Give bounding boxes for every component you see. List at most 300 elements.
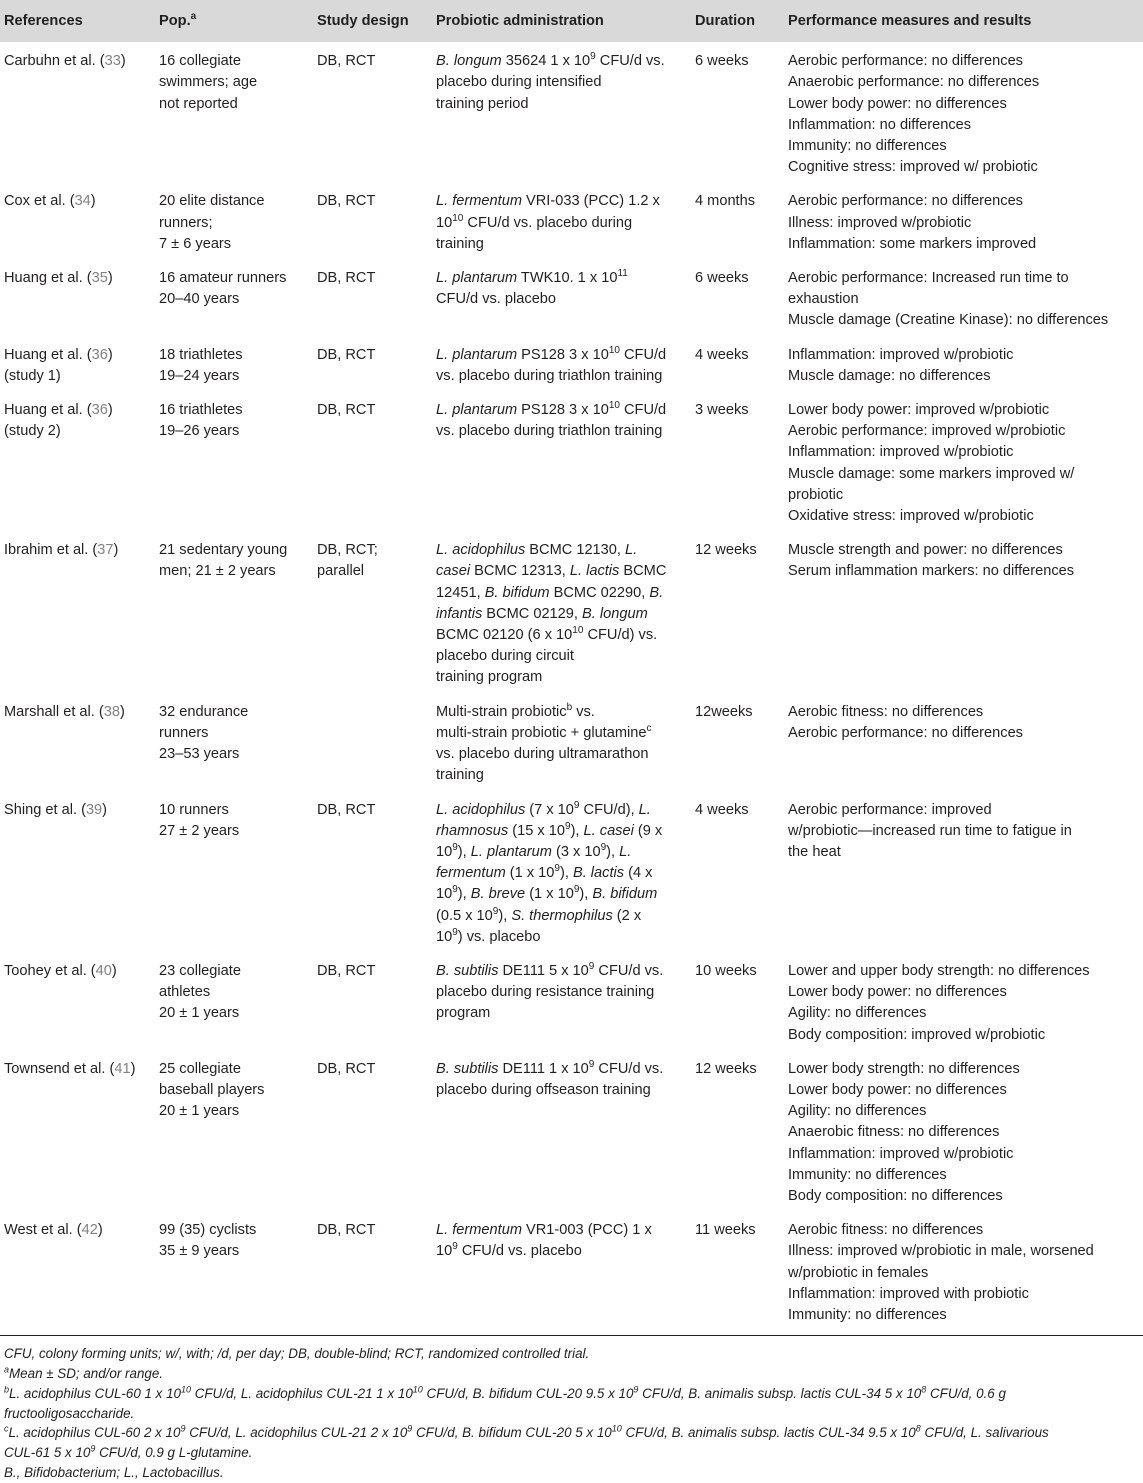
administration-line [436, 744, 687, 765]
species-name: L. [625, 542, 638, 559]
species-name: L. plantarum [436, 270, 518, 287]
superscript: 9 [600, 842, 607, 854]
result-line: w/probiotic in females [788, 1264, 929, 1281]
footnote-text: CFU/d, B. animalis subsp. lactis CUL-34 9.5 x 10 [621, 1425, 916, 1441]
footnote-text: L. acidophilus CUL-60 1 x 10 [9, 1385, 181, 1401]
table-row [0, 1050, 1143, 1211]
result-line: Serum inflammation markers: no differences [788, 563, 1075, 580]
table-row [0, 791, 1143, 952]
administration-line [436, 821, 687, 842]
cell-duration: 12 weeks [695, 1060, 757, 1077]
cell-population [155, 42, 313, 182]
administration-line [436, 289, 687, 310]
administration-line [436, 1220, 687, 1241]
author-label: Huang et al. ( [4, 402, 92, 419]
result-line: Muscle damage: no differences [788, 367, 991, 384]
result-line: Lower body power: no differences [788, 95, 1007, 112]
cell-performance-results [784, 531, 1143, 692]
footnote-superscript: 9 [180, 1423, 186, 1434]
cell-duration: 12 weeks [695, 542, 757, 559]
population-line: runners [159, 724, 209, 741]
result-line: Muscle damage (Creatine Kinase): no differences [788, 312, 1109, 329]
result-line: Anaerobic performance: no differences [788, 74, 1040, 91]
text-segment: training program [436, 669, 543, 686]
species-name: fermentum [436, 865, 506, 882]
administration-line [436, 646, 687, 667]
result-line: the heat [788, 843, 841, 860]
superscript: 9 [452, 884, 458, 896]
author-label: Huang et al. ( [4, 270, 92, 287]
species-name: L. plantarum [470, 843, 552, 860]
text-segment: vs. placebo during ultramarathon [436, 746, 649, 763]
footnote-superscript: c [4, 1423, 9, 1434]
population-line: 21 sedentary young [159, 542, 288, 559]
result-line: Agility: no differences [788, 1103, 927, 1120]
reference-close: ) [120, 703, 125, 720]
text-segment: TWK10. 1 x 10 [517, 270, 618, 287]
cell-duration: 6 weeks [695, 270, 749, 287]
text-segment: ), [457, 886, 471, 903]
text-segment: 10 [436, 928, 453, 945]
result-line: Immunity: no differences [788, 1166, 947, 1183]
text-segment: BCMC 02120 (6 x 10 [436, 627, 573, 644]
administration-line [436, 234, 687, 255]
author-label: West et al. ( [4, 1222, 82, 1239]
text-segment: placebo during offseason training [436, 1081, 651, 1098]
footnote-text: CFU/d, L. acidophilus CUL-21 1 x 10 [190, 1385, 413, 1401]
header-population-label: Pop. [159, 13, 191, 29]
result-line: Aerobic performance: improved w/probiotic [788, 423, 1066, 440]
population-line: 27 ± 2 years [159, 822, 240, 839]
text-segment: BCMC 02290, [549, 584, 650, 601]
reference-number: 37 [97, 542, 114, 559]
administration-line [436, 421, 687, 442]
population-line: 19–26 years [159, 423, 240, 440]
design-line: DB, RCT [317, 1222, 376, 1239]
footnote-text: B., Bifidobacterium; L., Lactobacillus. [4, 1464, 224, 1480]
table-row [0, 693, 1143, 791]
footnote-superscript: 8 [921, 1384, 927, 1395]
footnote-superscript: b [4, 1384, 10, 1395]
species-name: S. thermophilus [511, 907, 613, 924]
species-name: L. acidophilus [436, 801, 526, 818]
text-segment: CFU/d) vs. [583, 627, 658, 644]
design-line: DB, RCT [317, 402, 376, 419]
footnote-line [4, 1344, 1139, 1364]
result-line: Immunity: no differences [788, 138, 947, 155]
result-line: Oxidative stress: improved w/probiotic [788, 508, 1034, 525]
result-line: Inflammation: improved with probiotic [788, 1285, 1029, 1302]
text-segment: CFU/d vs. [594, 1060, 664, 1077]
design-line: DB, RCT; [317, 542, 378, 559]
cell-duration: 4 weeks [695, 346, 749, 363]
text-segment: training [436, 767, 484, 784]
text-segment: ), [457, 843, 471, 860]
text-segment: multi-strain probiotic + glutamine [436, 724, 647, 741]
text-segment: (2 x [612, 907, 642, 924]
result-line: Agility: no differences [788, 1005, 927, 1022]
cell-population [155, 259, 313, 336]
reference-close: ) [107, 270, 113, 287]
administration-line [436, 561, 687, 582]
text-segment: CFU/d), [579, 801, 639, 818]
species-name: B. subtilis [436, 962, 499, 979]
text-segment: ), [606, 843, 620, 860]
superscript: 9 [573, 799, 580, 811]
design-line: DB, RCT [317, 53, 376, 70]
superscript: 9 [452, 1241, 458, 1253]
cell-reference [0, 952, 155, 1050]
cell-population [155, 391, 313, 531]
species-name: L. lactis [569, 563, 620, 580]
population-line: 99 (35) cyclists [159, 1222, 257, 1239]
cell-performance-results [784, 693, 1143, 791]
cell-population [155, 182, 313, 259]
text-segment: CFU/d vs. [594, 962, 664, 979]
superscript: 9 [554, 863, 560, 875]
reference-number: 36 [91, 402, 108, 419]
result-line: Body composition: no differences [788, 1187, 1003, 1204]
text-segment: ), [570, 822, 584, 839]
text-segment: training period [436, 95, 529, 112]
administration-line [436, 723, 687, 744]
result-line: Aerobic fitness: no differences [788, 1222, 984, 1239]
administration-line [436, 604, 687, 625]
table-body [0, 42, 1143, 1335]
administration-line [436, 625, 687, 646]
result-line: exhaustion [788, 291, 859, 308]
text-segment: placebo during resistance training [436, 984, 655, 1001]
result-line: Aerobic performance: no differences [788, 53, 1023, 70]
text-segment: VR1-003 (PCC) 1 x [521, 1222, 652, 1239]
design-line: DB, RCT [317, 1060, 376, 1077]
footnote-superscript: 10 [180, 1384, 191, 1395]
cell-study-design [313, 952, 432, 1050]
table-row [0, 391, 1143, 531]
administration-line [436, 1241, 687, 1262]
footnote-superscript: 10 [412, 1384, 423, 1395]
administration-line [436, 191, 687, 212]
table-row [0, 42, 1143, 182]
population-line: 16 triathletes [159, 402, 243, 419]
header-population-footnote-mark: a [190, 11, 197, 23]
cell-study-design [313, 531, 432, 692]
cell-reference [0, 336, 155, 391]
cell-performance-results [784, 336, 1143, 391]
cell-performance-results [784, 952, 1143, 1050]
result-line: Inflammation: no differences [788, 116, 972, 133]
header-population [155, 0, 313, 42]
species-name: L. [638, 801, 651, 818]
text-segment: CFU/d [619, 346, 667, 363]
population-line: 20 elite distance [159, 193, 265, 210]
footnote-text: Mean ± SD; and/or range. [9, 1365, 164, 1381]
cell-performance-results [784, 791, 1143, 952]
administration-line [436, 765, 687, 786]
table-row [0, 531, 1143, 692]
population-line: 19–24 years [159, 367, 240, 384]
cell-study-design [313, 42, 432, 182]
text-segment: BCMC 12313, [470, 563, 570, 580]
text-segment: CFU/d vs. placebo [436, 291, 557, 308]
design-line: parallel [317, 563, 365, 580]
result-line: Inflammation: improved w/probiotic [788, 346, 1014, 363]
design-line: DB, RCT [317, 193, 376, 210]
species-name: rhamnosus [436, 822, 509, 839]
result-line: Lower body power: no differences [788, 984, 1007, 1001]
reference-close: ) [90, 193, 96, 210]
reference-number: 34 [74, 193, 91, 210]
footnote-text: L. acidophilus CUL-60 2 x 10 [8, 1425, 181, 1441]
cell-study-design [313, 391, 432, 531]
population-line: 18 triathletes [159, 346, 243, 363]
text-segment: Multi-strain probiotic [436, 703, 567, 720]
cell-reference [0, 182, 155, 259]
reference-number: 41 [114, 1060, 131, 1077]
species-name: L. casei [583, 822, 634, 839]
cell-duration: 3 weeks [695, 402, 749, 419]
cell-reference [0, 1050, 155, 1211]
footnote-text: CFU/d, B. bifidum CUL-20 5 x 10 [412, 1425, 612, 1441]
text-segment: ) vs. placebo [457, 928, 541, 945]
reference-close: ) [107, 346, 113, 363]
text-segment: PS128 3 x 10 [517, 402, 609, 419]
reference-close: ) [113, 542, 119, 559]
result-line: Anaerobic fitness: no differences [788, 1124, 1000, 1141]
cell-population [155, 1050, 313, 1211]
cell-study-design [313, 336, 432, 391]
text-segment: (3 x 10 [551, 843, 601, 860]
cell-study-design [313, 182, 432, 259]
cell-probiotic-administration [432, 42, 691, 182]
result-line: Lower body strength: no differences [788, 1060, 1020, 1077]
reference-number: 33 [104, 53, 121, 70]
result-line: Illness: improved w/probiotic [788, 214, 972, 231]
reference-number: 39 [85, 801, 103, 818]
superscript: 9 [588, 961, 595, 973]
population-line: 20 ± 1 years [159, 1005, 240, 1022]
result-line: Inflammation: improved w/probiotic [788, 1145, 1014, 1162]
administration-line [436, 583, 687, 604]
author-label: Cox et al. ( [4, 193, 75, 210]
reference-close: ) [97, 1222, 103, 1239]
footnote-text: CFU/d, B. bifidum CUL-20 9.5 x 10 [422, 1385, 634, 1401]
administration-line [436, 842, 687, 863]
cell-population [155, 952, 313, 1050]
study-label: (study 1) [4, 367, 61, 384]
cell-probiotic-administration [432, 336, 691, 391]
footnote-superscript: 9 [90, 1443, 96, 1454]
text-segment: (1 x 10 [525, 886, 574, 903]
text-segment: BCMC 12130, [525, 542, 626, 559]
footnote-text: fructooligosaccharide. [4, 1405, 135, 1421]
population-line: 32 endurance [159, 703, 249, 720]
species-name: B. bifidum [484, 584, 550, 601]
result-line: Aerobic fitness: no differences [788, 703, 984, 720]
text-segment: (1 x 10 [505, 865, 555, 882]
cell-reference [0, 259, 155, 336]
species-name: B. longum [582, 605, 648, 622]
administration-line [436, 906, 687, 927]
superscript: 9 [565, 820, 571, 832]
result-line: Inflammation: some markers improved [788, 235, 1037, 252]
footnote-superscript: 10 [611, 1423, 622, 1434]
population-line: 35 ± 9 years [159, 1243, 240, 1260]
species-name: infantis [436, 605, 483, 622]
administration-line [436, 1059, 687, 1080]
cell-population [155, 791, 313, 952]
footnote-superscript: 9 [633, 1384, 639, 1395]
cell-study-design [313, 1050, 432, 1211]
population-line: 20 ± 1 years [159, 1103, 240, 1120]
administration-line [436, 345, 687, 366]
text-segment: PS128 3 x 10 [517, 346, 609, 363]
administration-line [436, 961, 687, 982]
result-line: Aerobic performance: no differences [788, 724, 1023, 741]
superscript: 9 [590, 51, 596, 63]
author-label: Carbuhn et al. ( [4, 53, 105, 70]
administration-line [436, 702, 687, 723]
text-segment: program [436, 1005, 491, 1022]
text-segment: 10 [436, 843, 453, 860]
administration-line [436, 863, 687, 884]
table-row [0, 952, 1143, 1050]
cell-study-design [313, 259, 432, 336]
footnote-text: CUL-61 5 x 10 [4, 1445, 91, 1461]
species-name: B. [649, 584, 664, 601]
cell-performance-results [784, 391, 1143, 531]
administration-line [436, 982, 687, 1003]
text-segment: vs. placebo during triathlon training [436, 367, 663, 384]
population-line: runners; [159, 214, 213, 231]
text-segment: vs. placebo during triathlon training [436, 423, 663, 440]
footnote-text: CFU/d, 0.6 g [926, 1385, 1006, 1401]
header-probiotic-administration: Probiotic administration [432, 0, 691, 42]
administration-line [436, 94, 687, 115]
cell-performance-results [784, 42, 1143, 182]
footnote-line [4, 1404, 1139, 1424]
table-row [0, 1211, 1143, 1336]
population-line: not reported [159, 95, 238, 112]
text-segment: 10 [436, 214, 453, 231]
text-segment: training [436, 235, 484, 252]
text-segment: (15 x 10 [508, 822, 565, 839]
cell-probiotic-administration [432, 791, 691, 952]
footnote-line [4, 1463, 1139, 1483]
administration-line [436, 400, 687, 421]
result-line: Lower and upper body strength: no differences [788, 962, 1090, 979]
superscript: c [646, 723, 652, 735]
superscript: 10 [608, 400, 620, 412]
text-segment: CFU/d vs. placebo during [463, 214, 633, 231]
result-line: Illness: improved w/probiotic in male, worsened [788, 1243, 1094, 1260]
cell-reference [0, 791, 155, 952]
species-name: B. bifidum [592, 886, 658, 903]
text-segment: 12451, [436, 584, 485, 601]
cell-population [155, 531, 313, 692]
species-name: casei [436, 563, 471, 580]
header-study-design: Study design [313, 0, 432, 42]
cell-probiotic-administration [432, 391, 691, 531]
cell-probiotic-administration [432, 1050, 691, 1211]
author-label: Shing et al. ( [4, 801, 86, 818]
author-label: Toohey et al. ( [4, 962, 96, 979]
table-footnotes [0, 1336, 1143, 1483]
cell-reference [0, 1211, 155, 1336]
text-segment: placebo during circuit [436, 648, 574, 665]
cell-population [155, 1211, 313, 1336]
cell-duration: 12weeks [695, 703, 753, 720]
text-segment: CFU/d vs. [595, 53, 665, 70]
header-references: References [0, 0, 155, 42]
cell-probiotic-administration [432, 1211, 691, 1336]
text-segment: (0.5 x 10 [436, 907, 493, 924]
text-segment: DE111 1 x 10 [498, 1060, 589, 1077]
result-line: Body composition: improved w/probiotic [788, 1026, 1046, 1043]
text-segment: (9 x [633, 822, 663, 839]
text-segment: placebo during intensified [436, 74, 602, 91]
superscript: 9 [573, 884, 580, 896]
text-segment: BCMC 02129, [482, 605, 583, 622]
cell-performance-results [784, 1050, 1143, 1211]
superscript: 9 [588, 1058, 595, 1070]
result-line: Aerobic performance: improved [788, 801, 992, 818]
cell-reference [0, 391, 155, 531]
reference-number: 35 [91, 270, 108, 287]
superscript: 10 [608, 344, 620, 356]
population-line: men; 21 ± 2 years [159, 563, 276, 580]
footnote-text: CFU, colony forming units; w/, with; /d, per day; DB, double-blind; RCT, randomized controlled trial. [4, 1346, 590, 1362]
population-line: 16 amateur runners [159, 270, 287, 287]
result-line: Lower body power: no differences [788, 1081, 1007, 1098]
species-name: L. acidophilus [436, 542, 526, 559]
population-line: 23–53 years [159, 746, 240, 763]
cell-reference [0, 693, 155, 791]
result-line: Aerobic performance: Increased run time to [788, 270, 1069, 287]
reference-number: 38 [103, 703, 120, 720]
design-line: DB, RCT [317, 801, 376, 818]
species-name: B. breve [470, 886, 526, 903]
text-segment: 10 [436, 1243, 453, 1260]
reference-number: 42 [81, 1222, 98, 1239]
design-line: DB, RCT [317, 346, 376, 363]
author-label: Marshall et al. ( [4, 703, 104, 720]
administration-line [436, 884, 687, 905]
reference-number: 36 [91, 346, 108, 363]
population-line: 16 collegiate [159, 53, 241, 70]
cell-duration: 4 weeks [695, 801, 749, 818]
author-label: Townsend et al. ( [4, 1060, 115, 1077]
superscript: b [566, 701, 573, 713]
cell-performance-results [784, 259, 1143, 336]
administration-line [436, 800, 687, 821]
superscript: 10 [572, 625, 584, 637]
text-segment: ), [559, 865, 573, 882]
population-line: baseball players [159, 1081, 265, 1098]
text-segment: BCMC [619, 563, 667, 580]
cell-performance-results [784, 182, 1143, 259]
footnote-line [4, 1423, 1139, 1443]
cell-duration: 11 weeks [691, 1211, 784, 1336]
population-line: 7 ± 6 years [159, 235, 232, 252]
species-name: L. plantarum [436, 402, 518, 419]
reference-close: ) [102, 801, 108, 818]
result-line: Lower body power: improved w/probiotic [788, 402, 1050, 419]
design-line: DB, RCT [317, 962, 376, 979]
reference-close: ) [111, 962, 117, 979]
footnote-line [4, 1443, 1139, 1463]
text-segment: CFU/d [619, 402, 667, 419]
